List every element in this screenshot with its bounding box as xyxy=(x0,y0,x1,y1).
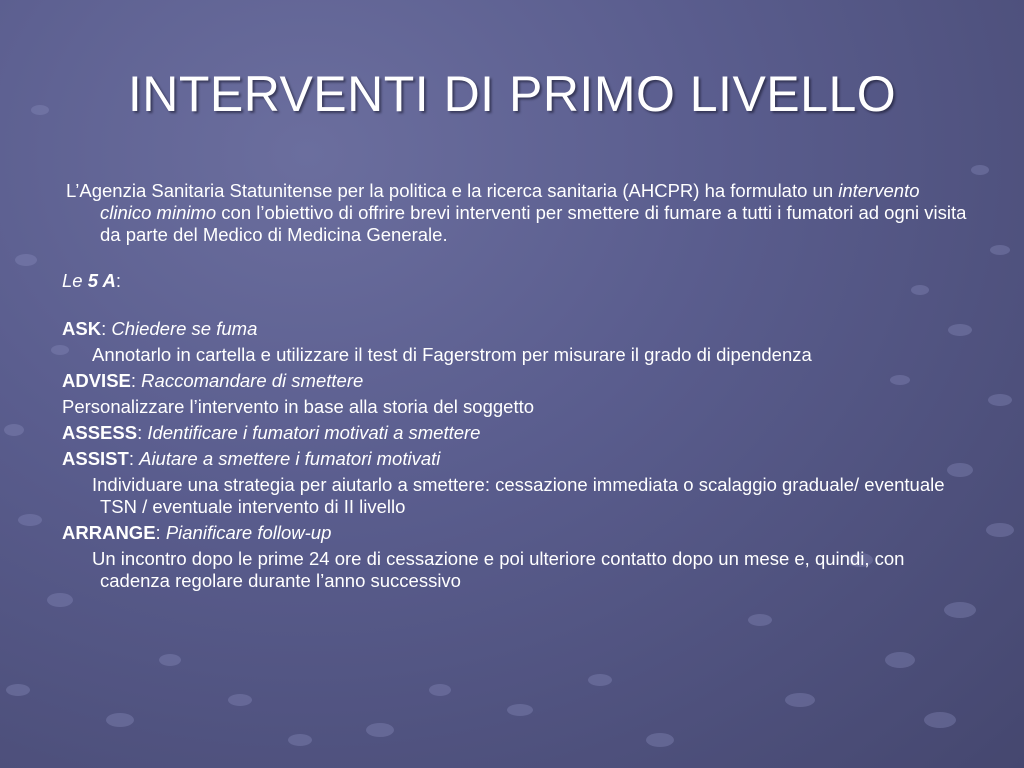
intro-text-start: L’Agenzia Sanitaria Statunitense per la politica e la ricerca sanitaria (AHCPR) ha formulato un xyxy=(66,180,839,201)
arrange-heading: ARRANGE: Pianificare follow-up xyxy=(62,522,332,543)
advise-action: Raccomandare di smettere xyxy=(141,370,364,391)
assist-label: ASSIST xyxy=(62,448,129,469)
assess-heading: ASSESS: Identificare i fumatori motivati a smettere xyxy=(62,422,481,443)
ask-heading: ASK: Chiedere se fuma xyxy=(62,318,258,339)
assess-label: ASSESS xyxy=(62,422,138,443)
slide-title: INTERVENTI DI PRIMO LIVELLO xyxy=(127,66,897,122)
ask-action: Chiedere se fuma xyxy=(111,318,258,339)
intro-text-end: con l’obiettivo di offrire brevi interventi per smettere di fumare a tutti i fumatori ad ogni visita da parte del Medico di Medicina Generale. xyxy=(100,202,967,245)
intro-italic-term: intervento clinico minimo xyxy=(100,180,920,223)
advise-heading: ADVISE: Raccomandare di smettere xyxy=(62,370,364,391)
advise-label: ADVISE xyxy=(62,370,131,391)
assist-action: Aiutare a smettere i fumatori motivati xyxy=(139,448,441,469)
five-a-heading: Le 5 A: xyxy=(62,270,121,291)
assess-action: Identificare i fumatori motivati a smettere xyxy=(147,422,481,443)
advise-detail: Personalizzare l’intervento in base alla storia del soggetto xyxy=(62,396,535,417)
ask-label: ASK xyxy=(62,318,102,339)
arrange-label: ARRANGE xyxy=(62,522,156,543)
arrange-action: Pianificare follow-up xyxy=(165,522,332,543)
intro-paragraph xyxy=(62,180,972,246)
assist-heading: ASSIST: Aiutare a smettere i fumatori motivati xyxy=(62,448,441,469)
ask-detail: Annotarlo in cartella e utilizzare il test di Fagerstrom per misurare il grado di dipendenza xyxy=(92,344,812,365)
assist-detail: Individuare una strategia per aiutarlo a smettere: cessazione immediata o scalaggio graduale/ eventuale TSN / eventuale intervento di II livello xyxy=(92,474,945,517)
slide-body xyxy=(62,180,972,592)
arrange-detail: Un incontro dopo le prime 24 ore di cessazione e poi ulteriore contatto dopo un mese e, quindi, con cadenza regolare durante l’anno successivo xyxy=(92,548,905,591)
